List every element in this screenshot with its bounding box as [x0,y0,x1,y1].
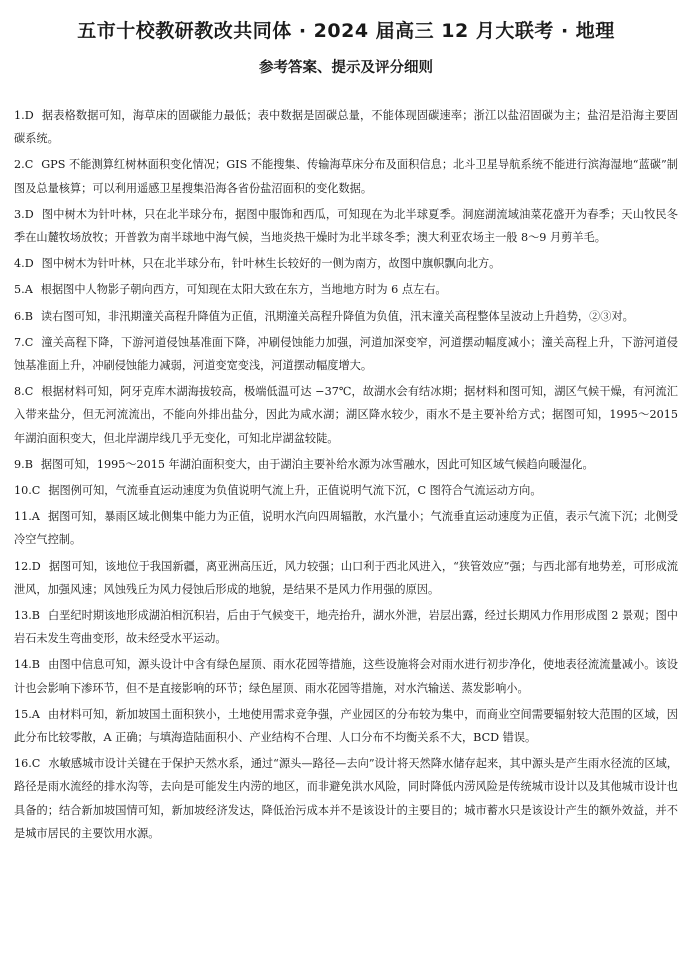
answer-explanation: GPS 不能测算红树林面积变化情况；GIS 不能搜集、传输海草床分布及面积信息；北斗卫星导航系统不能进行滨海湿地“蓝碳”制图及总量核算；可以利用遥感卫星搜集沿海各省份盐沼面积的变化数据。 [14,158,678,195]
question-number: 6. [14,309,25,323]
question-number: 5. [14,283,25,297]
question-number: 8. [14,385,25,399]
question-number: 13. [14,609,32,623]
answer-letter: C [31,484,41,498]
question-number: 15. [14,707,32,721]
answer-item [14,278,678,301]
answer-explanation: 根据材料可知，阿牙克库木湖海拔较高，极端低温可达 −37℃，故湖水会有结冰期；据材料和图可知，湖区气候干燥，有河流汇入带来盐分，但无河流流出，不能向外排出盐分，因此为咸水湖；湖区降水较少，雨水不是主要补给方式；据图可知，1995～2015 年湖泊面积变大，但北岸湖岸线几乎无变化，可知北岸湖盆较陡。 [14,385,678,445]
answer-letter: B [24,309,33,323]
answer-explanation: 由材料可知，新加坡国土面积狭小，土地使用需求竞争强，产业园区的分布较为集中，而商业空间需要辐射较大范围的区域，因此分布比较零散，A 正确；与填海造陆面积小、产业结构不合理、人口分布不均衡关系不大，BCD 错误。 [14,707,678,745]
answer-explanation: 读右图可知，非汛期潼关高程升降值为正值，汛期潼关高程升降值为负值，汛末潼关高程整体呈波动上升趋势，②③对。 [40,309,634,323]
answer-item [14,331,678,377]
answer-item [14,505,678,551]
answer-item [14,479,678,502]
question-number: 3. [14,207,25,221]
answer-explanation: 图中树木为针叶林，只在北半球分布，据图中服饰和西瓜，可知现在为北半球夏季。洞庭湖流域油菜花盛开为春季；天山牧民冬季在山麓牧场放牧；开普敦为南半球地中海气候，当地炎热干燥时为北半球冬季；澳大利亚农场主一般 8～9 月剪羊毛。 [14,207,678,245]
answer-letter: D [24,257,34,271]
answer-letter: A [31,707,40,721]
answer-explanation: 据图可知，该地位于我国新疆，离亚洲高压近，风力较强；山口利于西北风进入，“狭管效应”强；与西北部有地势差，可形成流泄风，加强风速；风蚀残丘为风力侵蚀后形成的地貌，是结果不是风力作用强的原因。 [14,559,678,596]
answer-item [14,153,678,199]
page-subtitle: 参考答案、提示及评分细则 [259,60,433,76]
question-number: 12. [14,559,32,573]
answer-item [14,604,678,650]
answer-letter: C [24,335,34,349]
answer-explanation: 潼关高程下降，下游河道侵蚀基准面下降，冲刷侵蚀能力加强，河道加深变窄，河道摆动幅度减小；潼关高程上升，下游河道侵蚀基准面上升，冲刷侵蚀能力减弱，河道变宽变浅，河道摆动幅度增大。 [14,335,678,373]
answer-letter: B [24,457,33,471]
question-number: 1. [14,109,25,122]
answer-item [14,380,678,450]
answer-item [14,203,678,249]
answer-item [14,555,678,601]
answer-list [14,104,678,845]
answer-letter: C [31,757,41,771]
answer-item [14,752,678,845]
question-number: 14. [14,658,32,672]
answer-item [14,703,678,749]
answer-explanation: 水敏感城市设计关键在于保护天然水系，通过“源头—路径—去向”设计将天然降水储存起来，其中源头是产生雨水径流的区域，路径是雨水流经的排水沟等，去向是可能发生内涝的地区，而非避免洪水风险，同时降低内涝风险是传统城市设计以及其他城市设计也具备的；结合新加坡国情可知，新加坡经济发达，降低治污成本并不是该设计的主要目的；城市蓄水只是该设计产生的额外效益，并不是城市居民的主要饮用水源。 [14,757,678,840]
answer-letter: C [24,158,34,172]
question-number: 16. [14,757,32,771]
answer-item [14,653,678,699]
answer-letter: A [24,283,33,297]
answer-letter: A [31,510,40,524]
question-number: 7. [14,335,25,349]
answer-item [14,104,678,150]
answer-letter: D [24,207,34,221]
answer-explanation: 据图可知，暴雨区域北侧集中能力为正值，说明水汽向四周辐散，水汽量小；气流垂直运动速度为正值，表示气流下沉；北侧受冷空气控制。 [14,510,678,547]
answer-item [14,453,678,476]
question-number: 2. [14,158,25,172]
question-number: 9. [14,457,25,471]
answer-explanation: 据表格数据可知，海草床的固碳能力最低；表中数据是固碳总量，不能体现固碳速率；浙江以盐沼固碳为主；盐沼是沿海主要固碳系统。 [14,109,678,146]
answer-letter: D [24,109,34,122]
answer-item [14,305,678,328]
answer-letter: D [31,559,41,573]
question-number: 4. [14,257,25,271]
answer-letter: B [31,658,41,672]
question-number: 11. [14,510,32,524]
answer-explanation: 据图例可知，气流垂直运动速度为负值说明气流上升，正值说明气流下沉，C 图符合气流运动方向。 [48,484,542,498]
answer-item [14,252,678,275]
answer-explanation: 由图中信息可知，源头设计中含有绿色屋顶、雨水花园等措施，这些设施将会对雨水进行初步净化，使地表径流流量减小。该设计也会影响下渗环节，但不是直接影响的环节；绿色屋顶、雨水花园等措施，对水汽输送、蒸发影响小。 [14,658,678,695]
answer-explanation: 根据图中人物影子朝向西方，可知现在太阳大致在东方，当地地方时为 6 点左右。 [40,283,447,297]
question-number: 10. [14,484,32,498]
answer-explanation: 图中树木为针叶林，只在北半球分布，针叶林生长较好的一侧为南方，故图中旗帜飘向北方。 [41,257,501,271]
answer-explanation: 白垩纪时期该地形成湖泊相沉积岩，后由于气候变干，地壳抬升，湖水外泄，岩层出露，经过长期风力作用形成图 2 景观；图中岩石未发生弯曲变形，故未经受水平运动。 [14,609,678,646]
answer-letter: B [31,609,41,623]
page-title: 五市十校教研教改共同体 · 2024 届高三 12 月大联考 · 地理 [77,20,615,42]
answer-explanation: 据图可知，1995～2015 年湖泊面积变大，由于湖泊主要补给水源为冰雪融水，因此可知区域气候趋向暖湿化。 [40,457,594,471]
answer-letter: C [24,385,34,399]
